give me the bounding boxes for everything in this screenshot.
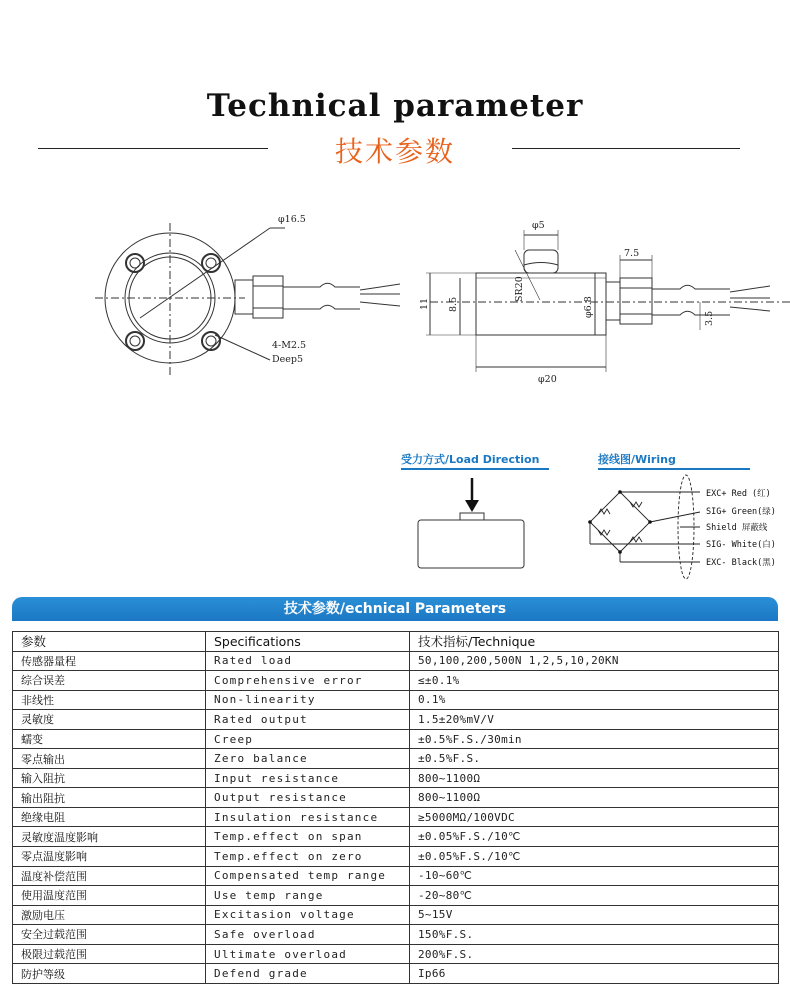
table-row: [13, 768, 779, 788]
cell-parameter: 灵敏度: [13, 710, 206, 730]
table-row: [13, 788, 779, 808]
wiring-underline: [598, 468, 750, 470]
cell-specification: Rated load: [206, 651, 410, 671]
table-row: [13, 944, 779, 964]
load-direction-heading: 受力方式/Load Direction: [401, 453, 540, 466]
table-row: [13, 866, 779, 886]
cell-specification: Use temp range: [206, 886, 410, 906]
cell-specification: Zero balance: [206, 749, 410, 769]
cell-technique: ±0.5%F.S./30min: [410, 729, 779, 749]
cell-parameter: 非线性: [13, 690, 206, 710]
table-row: [13, 925, 779, 945]
holes-label: 4-M2.5: [272, 340, 307, 351]
table-row: [13, 729, 779, 749]
cell-specification: Input resistance: [206, 768, 410, 788]
cell-specification: Insulation resistance: [206, 807, 410, 827]
wire-shield: Shield 屏蔽线: [706, 523, 768, 533]
cell-specification: Defend grade: [206, 964, 410, 984]
cell-technique: ±0.05%F.S./10℃: [410, 847, 779, 867]
wiring-diagram: [580, 472, 780, 582]
top-diameter-label: φ5: [532, 220, 545, 231]
cell-technique: 200%F.S.: [410, 944, 779, 964]
parameters-banner: 技术参数/echnical Parameters: [12, 597, 778, 621]
cell-technique: -10~60℃: [410, 866, 779, 886]
cell-specification: Excitasion voltage: [206, 905, 410, 925]
cell-specification: Creep: [206, 729, 410, 749]
body-diameter-label: φ20: [538, 374, 557, 385]
table-header-row: [13, 632, 779, 652]
wire-sig-minus: SIG- White(白): [706, 540, 776, 550]
body-height-label: 8.5: [448, 296, 459, 312]
cell-parameter: 激励电压: [13, 905, 206, 925]
title-rule-right: [512, 148, 740, 149]
cable-offset-label: 3.5: [704, 310, 715, 326]
load-direction-diagram: [410, 472, 540, 572]
cable-diameter-label: φ6.8: [583, 296, 594, 318]
front-diameter-label: φ16.5: [278, 214, 306, 225]
header-specifications: Specifications: [206, 632, 410, 652]
table-row: [13, 964, 779, 984]
table-row: [13, 807, 779, 827]
dimension-drawing: [0, 190, 790, 450]
connector-length-label: 7.5: [624, 248, 640, 259]
depth-label: Deep5: [272, 354, 303, 365]
cell-technique: ≤±0.1%: [410, 671, 779, 691]
cell-parameter: 输出阻抗: [13, 788, 206, 808]
cell-technique: 150%F.S.: [410, 925, 779, 945]
table-row: [13, 827, 779, 847]
front-view: [95, 223, 400, 375]
cell-specification: Rated output: [206, 710, 410, 730]
cell-parameter: 零点输出: [13, 749, 206, 769]
cell-specification: Ultimate overload: [206, 944, 410, 964]
cell-technique: ±0.5%F.S.: [410, 749, 779, 769]
cell-parameter: 极限过载范围: [13, 944, 206, 964]
parameters-table: [12, 631, 779, 984]
table-row: [13, 905, 779, 925]
cell-parameter: 绝缘电阻: [13, 807, 206, 827]
cell-technique: 50,100,200,500N 1,2,5,10,20KN: [410, 651, 779, 671]
table-row: [13, 690, 779, 710]
cell-technique: 0.1%: [410, 690, 779, 710]
side-view: [426, 230, 790, 372]
load-direction-underline: [401, 468, 549, 470]
cell-technique: Ip66: [410, 964, 779, 984]
cell-specification: Output resistance: [206, 788, 410, 808]
table-row: [13, 710, 779, 730]
cell-parameter: 使用温度范围: [13, 886, 206, 906]
table-row: [13, 651, 779, 671]
table-row: [13, 671, 779, 691]
arrow-down-icon: [465, 500, 479, 512]
cell-specification: Compensated temp range: [206, 866, 410, 886]
cell-parameter: 输入阻抗: [13, 768, 206, 788]
cell-parameter: 零点温度影响: [13, 847, 206, 867]
sphere-radius-label: SR20: [514, 276, 525, 302]
cell-technique: 800~1100Ω: [410, 788, 779, 808]
wire-exc-plus: EXC+ Red (红): [706, 489, 771, 499]
cell-technique: -20~80℃: [410, 886, 779, 906]
table-body: [13, 651, 779, 983]
header-parameter: 参数: [13, 632, 206, 652]
page-subtitle: 技术参数: [334, 135, 455, 168]
cell-specification: Safe overload: [206, 925, 410, 945]
header-technique: 技术指标/Technique: [410, 632, 779, 652]
cell-technique: 1.5±20%mV/V: [410, 710, 779, 730]
cell-specification: Non-linearity: [206, 690, 410, 710]
cell-specification: Temp.effect on zero: [206, 847, 410, 867]
wire-exc-minus: EXC- Black(黑): [706, 558, 776, 568]
cell-parameter: 防护等级: [13, 964, 206, 984]
cell-technique: ±0.05%F.S./10℃: [410, 827, 779, 847]
cell-parameter: 安全过载范围: [13, 925, 206, 945]
table-row: [13, 749, 779, 769]
wire-sig-plus: SIG+ Green(绿): [706, 507, 776, 517]
table-row: [13, 847, 779, 867]
cell-specification: Comprehensive error: [206, 671, 410, 691]
cell-technique: 800~1100Ω: [410, 768, 779, 788]
table-row: [13, 886, 779, 906]
cell-technique: ≥5000MΩ/100VDC: [410, 807, 779, 827]
cell-parameter: 温度补偿范围: [13, 866, 206, 886]
cell-specification: Temp.effect on span: [206, 827, 410, 847]
cell-parameter: 灵敏度温度影响: [13, 827, 206, 847]
cell-parameter: 综合误差: [13, 671, 206, 691]
page-title: Technical parameter: [206, 88, 584, 124]
height-label: 11: [419, 297, 430, 310]
cell-technique: 5~15V: [410, 905, 779, 925]
cell-parameter: 传感器量程: [13, 651, 206, 671]
cell-parameter: 蠕变: [13, 729, 206, 749]
wiring-heading: 接线图/Wiring: [598, 453, 676, 466]
